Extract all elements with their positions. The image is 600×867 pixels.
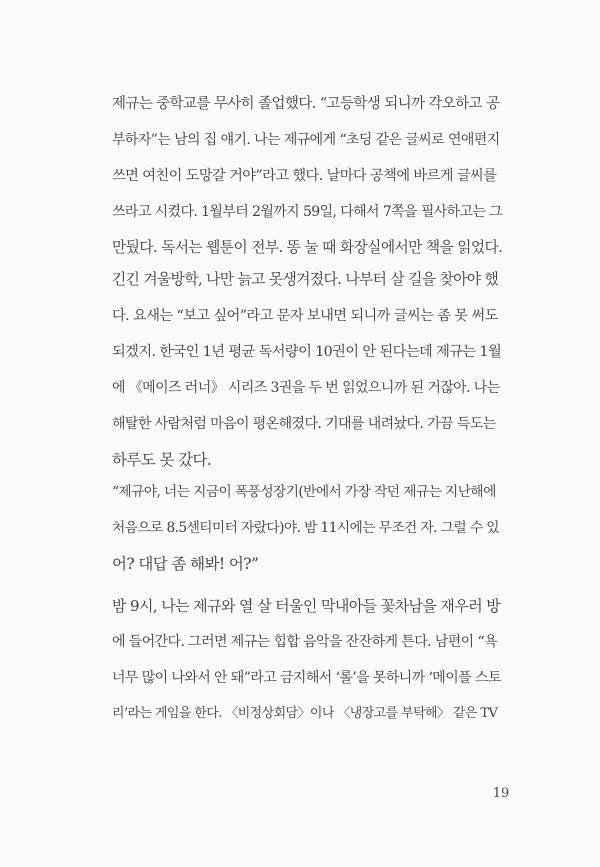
text-line: 쓰면 여친이 도망갈 거야”라고 했다. 날마다 공책에 바르게 글씨를 bbox=[112, 168, 497, 184]
text-line: 되겠지. 한국인 1년 평균 독서량이 10권이 안 된다는데 제규는 1월 bbox=[112, 344, 502, 360]
text-line: 하루도 못 갔다. bbox=[112, 451, 212, 469]
text-line: 밤 9시, 나는 제규와 열 살 터울인 막내아들 꽃차남을 재우러 방 bbox=[112, 597, 501, 615]
paragraph-4 bbox=[112, 588, 502, 732]
text-line: 부하자”는 남의 집 얘기. 나는 제규에게 “초딩 같은 글씨로 연애편지 bbox=[112, 132, 500, 148]
text-line: 에 들어간다. 그러면 제규는 힙합 음악을 잔잔하게 튼다. 남편이 “욕 bbox=[112, 634, 497, 650]
text-line: 제규는 중학교를 무사히 졸업했다. “고등학생 되니까 각오하고 공 bbox=[112, 96, 500, 112]
text-line: 리’라는 게임을 한다. 〈비정상회담〉이나 〈냉장고를 부탁해〉 같은 TV bbox=[112, 706, 498, 721]
text-line: 너무 많이 나와서 안 돼”라고 금지해서 ‘롤’을 못하니까 ‘메이플 스토 bbox=[112, 670, 501, 686]
paragraph-1 bbox=[112, 86, 502, 266]
text-line: 만뒀다. 독서는 웹툰이 전부. 똥 눌 때 화장실에서만 책을 읽었다. bbox=[112, 239, 503, 256]
page-number: 19 bbox=[492, 786, 510, 801]
text-line: 에 《메이즈 러너》 시리즈 3권을 두 번 읽었으니까 된 거잖아. 나는 bbox=[112, 380, 500, 396]
text-line: 긴긴 겨울방학, 나만 늙고 못생겨졌다. 나부터 살 길을 찾아야 했 bbox=[112, 271, 499, 288]
text-line: 어? 대답 좀 해봐! 어?” bbox=[112, 555, 259, 573]
text-line: 처음으로 8.5센티미터 자랐다)야. 밤 11시에는 무조건 자. 그럴 수 있 bbox=[112, 520, 499, 536]
paragraph-2 bbox=[112, 262, 502, 478]
text-line: 해탈한 사람처럼 마음이 평온해졌다. 기대를 내려놨다. 가끔 득도는 bbox=[112, 416, 496, 432]
paragraph-3 bbox=[112, 474, 502, 582]
text-line: 쓰라고 시켰다. 1월부터 2월까지 59일, 다해서 7쪽을 필사하고는 그 bbox=[112, 204, 503, 220]
text-line: 다. 요새는 “보고 싶어”라고 문자 보내면 되니까 글씨는 좀 못 써도 bbox=[112, 308, 498, 324]
text-line: “제규야, 너는 지금이 폭풍성장기(반에서 가장 작던 제규는 지난해에 bbox=[112, 484, 496, 500]
